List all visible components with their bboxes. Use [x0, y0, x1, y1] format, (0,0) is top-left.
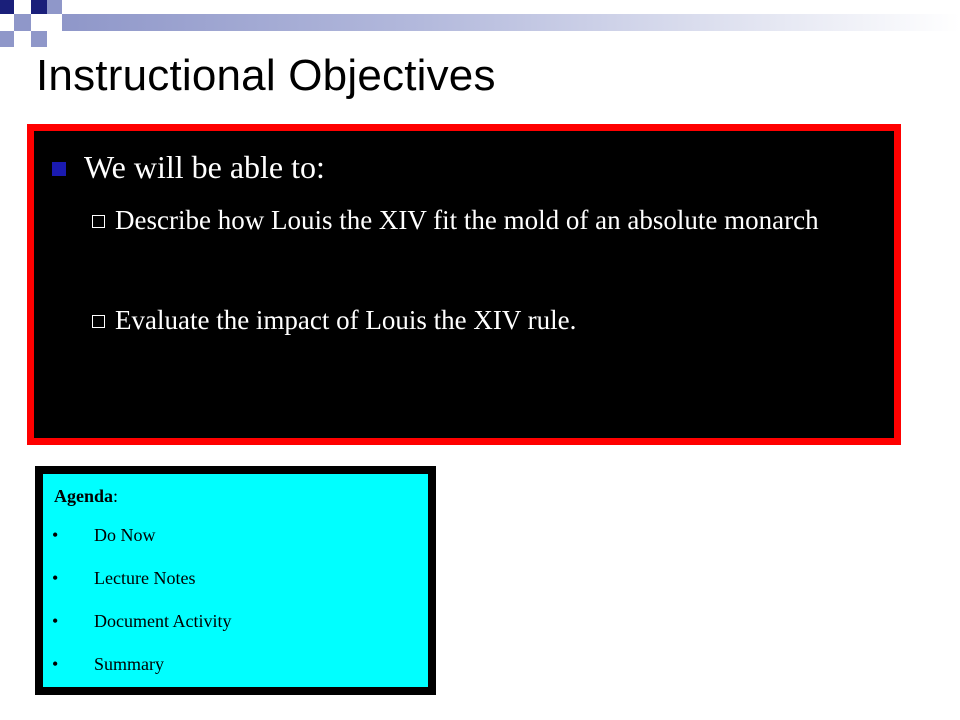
agenda-box: [35, 466, 436, 695]
agenda-item: [52, 525, 156, 546]
deco-square-light: [0, 31, 14, 47]
objectives-heading: We will be able to:: [84, 149, 325, 185]
objectives-main-bullet: [52, 149, 325, 186]
objective-item: [92, 203, 862, 237]
objective-text: Describe how Louis the XIV fit the mold of an absolute monarch: [115, 205, 819, 235]
agenda-heading: [54, 486, 118, 507]
agenda-colon: :: [113, 486, 119, 506]
hollow-square-bullet-icon: [92, 215, 105, 228]
deco-square-light: [47, 0, 62, 14]
square-bullet-icon: [52, 162, 66, 176]
bullet-dot-icon: •: [52, 654, 59, 674]
agenda-item: [52, 611, 231, 632]
agenda-item: [52, 568, 195, 589]
agenda-item: [52, 654, 164, 675]
objectives-box: [27, 124, 901, 445]
bullet-dot-icon: •: [52, 568, 59, 588]
deco-square-light: [14, 14, 31, 31]
deco-square-white: [31, 14, 47, 31]
agenda-item-text: Document Activity: [94, 611, 232, 631]
agenda-label: Agenda: [54, 486, 114, 506]
hollow-square-bullet-icon: [92, 315, 105, 328]
objective-text: Evaluate the impact of Louis the XIV rule.: [115, 305, 577, 335]
agenda-item-text: Summary: [94, 654, 164, 674]
header-gradient-bar: [62, 14, 960, 31]
agenda-item-text: Lecture Notes: [94, 568, 196, 588]
bullet-dot-icon: •: [52, 525, 59, 545]
deco-square-navy: [0, 0, 14, 14]
deco-square-light: [31, 31, 47, 47]
objective-item: [92, 303, 862, 337]
deco-square-navy: [31, 0, 47, 14]
agenda-item-text: Do Now: [94, 525, 156, 545]
bullet-dot-icon: •: [52, 611, 59, 631]
slide-title: Instructional Objectives: [36, 51, 496, 100]
